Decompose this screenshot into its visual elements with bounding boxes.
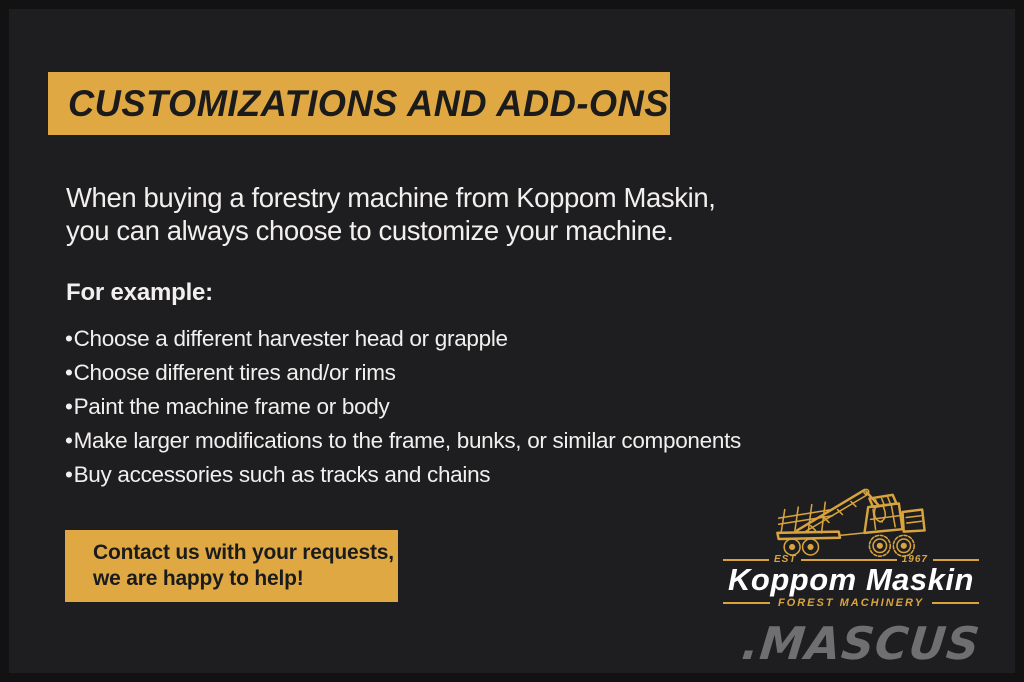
logo-brand-name: Koppom Maskin	[728, 562, 974, 597]
divider	[801, 559, 896, 561]
list-item	[65, 356, 741, 390]
intro-line-1: When buying a forestry machine from Koppom Maskin,	[66, 182, 716, 213]
logo-tagline-row	[723, 597, 979, 609]
intro-line-2: you can always choose to customize your machine.	[66, 215, 674, 246]
divider	[932, 602, 979, 604]
list-item-text: Choose a different harvester head or grapple	[73, 326, 508, 351]
divider	[933, 559, 979, 561]
forwarder-machine-icon	[771, 474, 931, 566]
logo-year-label: 1967	[901, 554, 928, 565]
bullet-icon: •	[65, 360, 73, 385]
divider	[723, 602, 770, 604]
list-item-text: Make larger modifications to the frame, bunks, or similar components	[73, 428, 741, 453]
list-item	[65, 458, 741, 492]
mascus-watermark: .MASCUS	[739, 617, 983, 670]
list-item	[65, 322, 741, 356]
contact-line-2: we are happy to help!	[93, 567, 304, 590]
bullet-icon: •	[65, 428, 73, 453]
koppom-maskin-logo	[723, 492, 979, 617]
bullet-icon: •	[65, 462, 73, 487]
divider	[723, 559, 769, 561]
intro-paragraph	[66, 181, 715, 247]
list-item	[65, 424, 741, 458]
bullet-icon: •	[65, 394, 73, 419]
page-title: CUSTOMIZATIONS AND ADD-ONS	[68, 82, 669, 124]
logo-est-label: EST	[774, 554, 797, 565]
title-banner	[48, 72, 670, 135]
list-item	[65, 390, 741, 424]
examples-heading: For example:	[66, 279, 213, 306]
list-item-text: Buy accessories such as tracks and chains	[73, 462, 491, 487]
list-item-text: Paint the machine frame or body	[73, 394, 390, 419]
contact-callout	[65, 530, 398, 602]
contact-line-1: Contact us with your requests,	[93, 541, 394, 564]
bullet-icon: •	[65, 326, 73, 351]
examples-list	[65, 322, 741, 492]
logo-tagline: FOREST MACHINERY	[777, 597, 925, 609]
list-item-text: Choose different tires and/or rims	[73, 360, 396, 385]
